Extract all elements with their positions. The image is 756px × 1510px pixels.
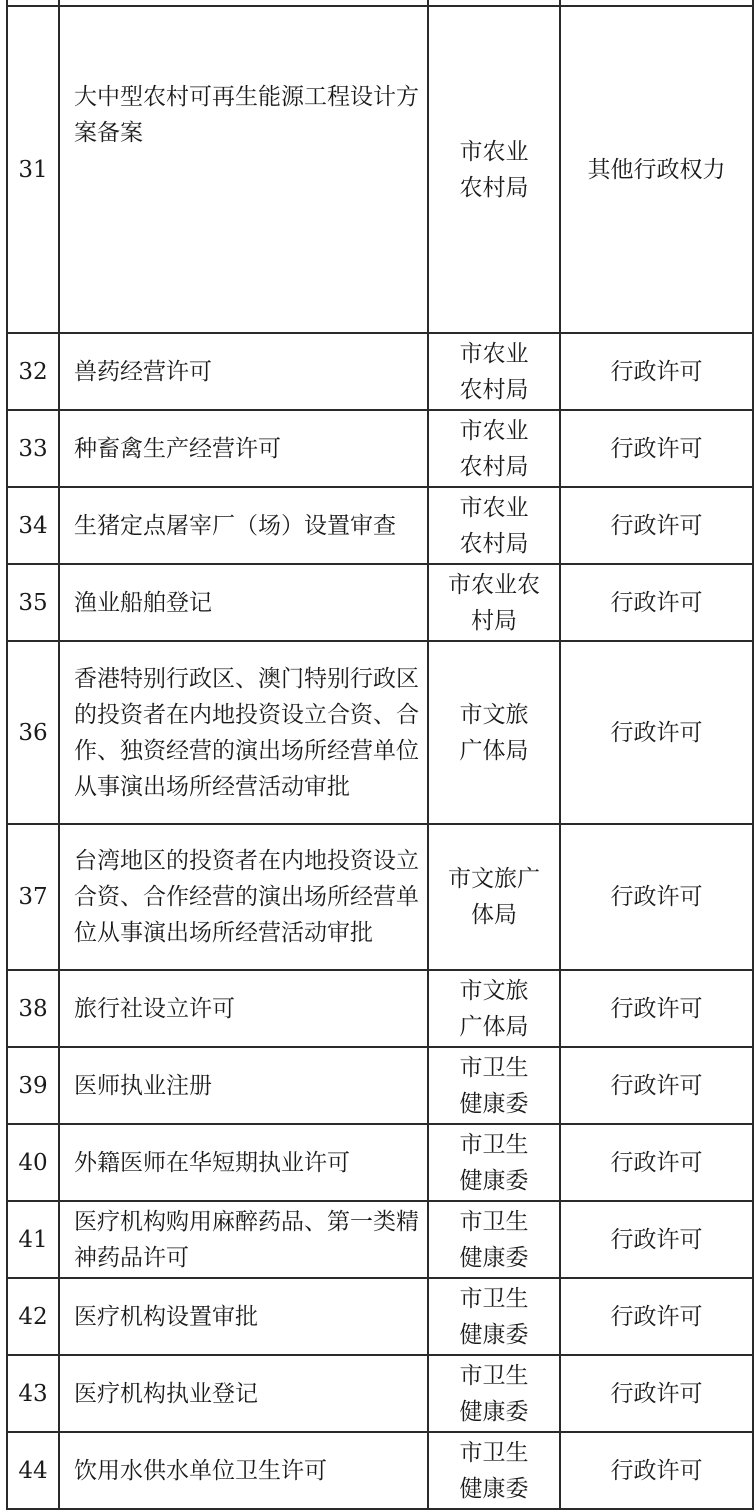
power-type: 行政许可 <box>560 641 753 824</box>
table-row <box>7 1124 753 1201</box>
power-type: 行政许可 <box>560 1355 753 1432</box>
power-type: 行政许可 <box>560 1278 753 1355</box>
table-row <box>7 6 753 333</box>
item-name: 医疗机构购用麻醉药品、第一类精神药品许可 <box>59 1201 428 1278</box>
table-row <box>7 641 753 824</box>
table-row <box>7 410 753 487</box>
row-number: 32 <box>7 333 59 410</box>
power-type: 行政许可 <box>560 1432 753 1509</box>
row-number: 35 <box>7 564 59 641</box>
department: 市农业农村局 <box>428 487 560 564</box>
department: 市卫生健康委 <box>428 1201 560 1278</box>
row-number: 38 <box>7 970 59 1047</box>
item-name: 香港特别行政区、澳门特别行政区的投资者在内地投资设立合资、合作、独资经营的演出场所经营单位从事演出场所经营活动审批 <box>59 641 428 824</box>
table-row <box>7 564 753 641</box>
item-name: 大中型农村可再生能源工程设计方案备案 <box>59 6 428 333</box>
row-number: 42 <box>7 1278 59 1355</box>
table-row <box>7 1278 753 1355</box>
department: 市文旅广体局 <box>428 824 560 970</box>
department: 市农业农村局 <box>428 333 560 410</box>
item-name: 生猪定点屠宰厂（场）设置审查 <box>59 487 428 564</box>
table-row <box>7 1201 753 1278</box>
item-name: 兽药经营许可 <box>59 333 428 410</box>
item-name: 种畜禽生产经营许可 <box>59 410 428 487</box>
item-name: 台湾地区的投资者在内地投资设立合资、合作经营的演出场所经营单位从事演出场所经营活动审批 <box>59 824 428 970</box>
department: 市卫生健康委 <box>428 1355 560 1432</box>
item-name: 医疗机构执业登记 <box>59 1355 428 1432</box>
row-number: 43 <box>7 1355 59 1432</box>
table-row <box>7 1047 753 1124</box>
department: 市农业农村局 <box>428 410 560 487</box>
department: 市卫生健康委 <box>428 1278 560 1355</box>
table-row <box>7 1432 753 1509</box>
department: 市农业农村局 <box>428 6 560 333</box>
power-type: 行政许可 <box>560 564 753 641</box>
row-number: 34 <box>7 487 59 564</box>
row-number: 37 <box>7 824 59 970</box>
table-row <box>7 970 753 1047</box>
department: 市卫生健康委 <box>428 1124 560 1201</box>
table-row <box>7 333 753 410</box>
item-name: 旅行社设立许可 <box>59 970 428 1047</box>
item-name: 外籍医师在华短期执业许可 <box>59 1124 428 1201</box>
department: 市卫生健康委 <box>428 1432 560 1509</box>
power-list-table <box>6 0 754 1510</box>
item-name: 饮用水供水单位卫生许可 <box>59 1432 428 1509</box>
power-type: 行政许可 <box>560 1124 753 1201</box>
row-number: 41 <box>7 1201 59 1278</box>
department: 市文旅广体局 <box>428 641 560 824</box>
table-row <box>7 487 753 564</box>
row-number: 44 <box>7 1432 59 1509</box>
power-type: 行政许可 <box>560 970 753 1047</box>
department: 市农业农村局 <box>428 564 560 641</box>
power-type: 行政许可 <box>560 410 753 487</box>
department: 市文旅广体局 <box>428 970 560 1047</box>
row-number: 40 <box>7 1124 59 1201</box>
item-name: 渔业船舶登记 <box>59 564 428 641</box>
row-number: 36 <box>7 641 59 824</box>
row-number: 39 <box>7 1047 59 1124</box>
power-type: 行政许可 <box>560 333 753 410</box>
power-type: 行政许可 <box>560 487 753 564</box>
table-row <box>7 824 753 970</box>
table-row <box>7 1355 753 1432</box>
department: 市卫生健康委 <box>428 1047 560 1124</box>
row-number: 33 <box>7 410 59 487</box>
power-type: 行政许可 <box>560 1201 753 1278</box>
item-name: 医师执业注册 <box>59 1047 428 1124</box>
row-number: 31 <box>7 6 59 333</box>
power-type: 行政许可 <box>560 824 753 970</box>
power-type: 其他行政权力 <box>560 6 753 333</box>
power-type: 行政许可 <box>560 1047 753 1124</box>
item-name: 医疗机构设置审批 <box>59 1278 428 1355</box>
